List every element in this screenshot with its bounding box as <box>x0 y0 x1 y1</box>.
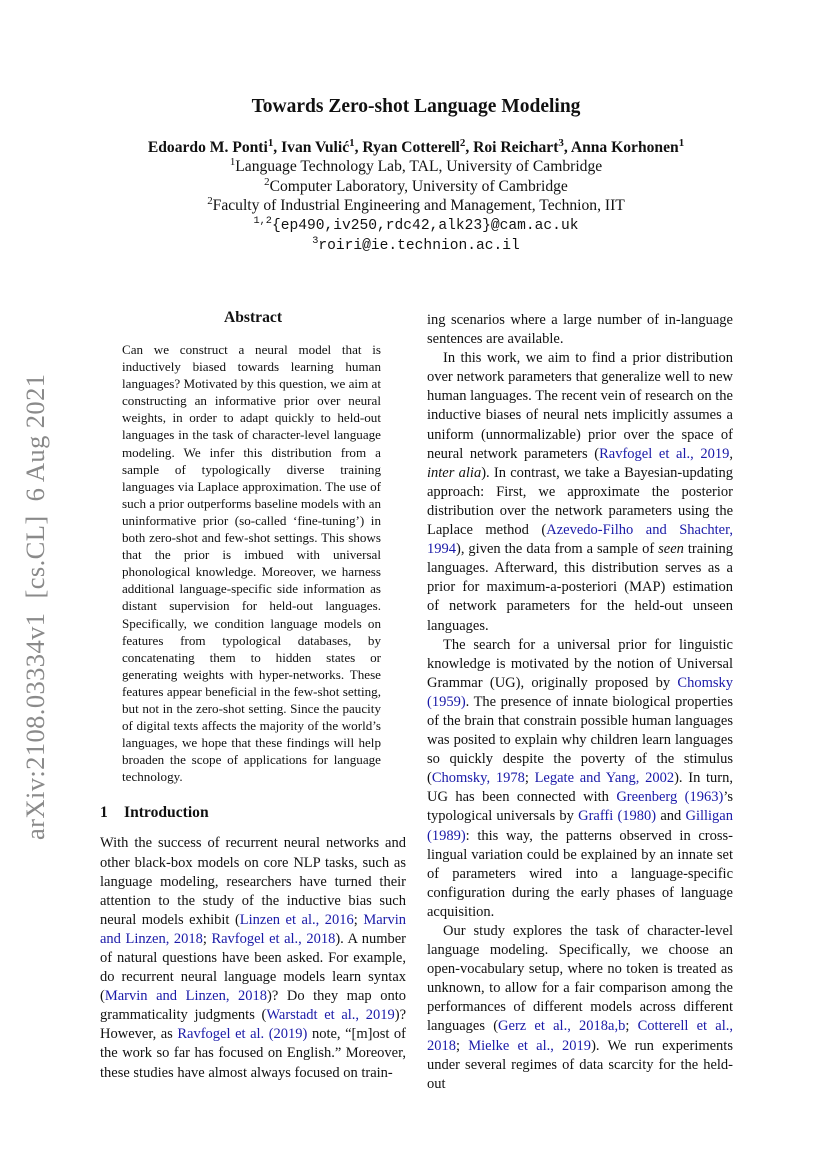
citation-link[interactable]: Legate and Yang, 2002 <box>534 770 675 787</box>
paper-header <box>100 96 732 256</box>
section-heading <box>100 804 406 822</box>
citation-link[interactable]: Mielke et al., 2019 <box>468 1037 592 1054</box>
abstract-text: Can we construct a neural model that is inductively biased towards learning human languages? Motivated by this question, we aim at constructing an informative prior over neural weights, in order to adapt quickly to held-out languages in the task of character-level language modeling. We infer this distribution from a sample of typologically diverse training languages via Laplace approximation. The use of such a prior outperforms baseline models with an uninformative prior (so-called ‘fine-tuning’) in both zero-shot and few-shot settings. This shows that the prior is imbued with universal phonological knowledge. Moreover, we harness additional language-specific side information as distant supervision for held-out languages. Specifically, we condition language models on features from typological databases, by concatenating them to hidden states or generating weights with hyper-networks. These features appear beneficial in the few-shot setting, but not in the zero-shot setting. Since the paucity of digital texts affects the majority of the world’s languages, we hope that these findings will help broaden the scope of applications for language technology. <box>122 342 381 785</box>
affiliation-sup: 2 <box>207 194 213 207</box>
arxiv-identifier-text: arXiv:2108.03334v1 [cs.CL] 6 Aug 2021 <box>20 374 50 840</box>
author-sup: 3 <box>558 136 564 149</box>
email-sup: 1,2 <box>253 214 272 227</box>
italic-term: inter alia <box>427 464 482 481</box>
author-sup: 2 <box>459 136 466 149</box>
intro-paragraph: In this work, we aim to find a prior distribution over network parameters that generalize well to new human languages. The recent vein of research on the inductive biases of neural nets implicitly assumes a uniform (unnormalizable) prior over the space of neural network parameters (Ravfogel et al., 2019, inter alia). In contrast, we take a Bayesian-updating approach: First, we approximate the posterior distribution over the network parameters using the Laplace method (Azevedo-Filho and Shachter, 1994), given the data from a sample of seen training languages. Afterward, this distribution serves as a prior for maximum-a-posteriori (MAP) estimation of network parameters for the held-out unseen languages. <box>427 350 733 634</box>
citation-link[interactable]: Linzen et al., 2016 <box>239 911 354 928</box>
citation-link[interactable]: Ravfogel et al., 2019 <box>599 445 730 462</box>
citation-link[interactable]: Warstadt et al., 2019 <box>266 1007 395 1024</box>
citation-link[interactable]: Gerz et al., 2018a,b <box>498 1018 626 1035</box>
intro-paragraph: Our study explores the task of character-level language modeling. Specifically, we choose an open-vocabulary setup, where no token is treated as unknown, to allow for a fair comparison among the performances of different models across different languages (Gerz et al., 2018a,b; Cotterell et al., 2018; Mielke et al., 2019). We run experiments under several regimes of data scarcity for the held-out <box>427 923 734 1092</box>
author-name: Edoardo M. Ponti <box>147 139 268 156</box>
citation-link[interactable]: Ravfogel et al., 2018 <box>211 930 336 947</box>
citation-link[interactable]: Cotterell et al., 2018 <box>427 1018 734 1054</box>
affiliation-sup: 1 <box>229 155 236 168</box>
intro-paragraph: The search for a universal prior for linguistic knowledge is motivated by the notion of Universal Grammar (UG), originally proposed by Chomsky (1959). The presence of innate biological properties of the brain that constrain possible human languages was posited to explain why children learn languages so quickly despite the poverty of the stimulus (Chomsky, 1978; Legate and Yang, 2002). In turn, UG has been connected with Greenberg (1963)’s typological universals by Graffi (1980) and Gilligan (1989): this way, the patterns observed in cross-lingual variation could be explained by an innate set of parameters wired into a language-specific configuration during the early phases of language acquisition. <box>427 636 734 920</box>
email-sup: 3 <box>312 234 319 247</box>
affiliation-text: Language Technology Lab, TAL, University of Cambridge <box>235 158 603 175</box>
citation-link[interactable]: Graffi (1980) <box>578 808 657 825</box>
right-column <box>427 311 733 1094</box>
author-sup: 1 <box>678 136 685 149</box>
paper-title: Towards Zero-shot Language Modeling <box>251 96 581 117</box>
affiliation-text: Faculty of Industrial Engineering and Management, Technion, IIT <box>212 197 625 214</box>
section-title: Introduction <box>124 804 209 822</box>
section-number: 1 <box>100 804 108 822</box>
citation-link[interactable]: Azevedo-Filho and Shachter, 1994 <box>427 522 733 558</box>
citation-link[interactable]: Marvin and Linzen, 2018 <box>104 988 268 1005</box>
author-list: Edoardo M. Ponti$^1$, Ivan Vulić$^1$, Ryan Cotterell$^2$, Roi Reichart$^3$, Anna Korhonen$^1$ <box>147 136 685 156</box>
affiliation <box>100 196 732 216</box>
author-name: Roi Reichart <box>473 139 559 156</box>
affiliation <box>100 177 732 197</box>
email-text: roiri@ie.technion.ac.il <box>318 237 520 254</box>
affiliation <box>100 157 732 177</box>
left-column <box>100 309 406 1083</box>
citation-link[interactable]: Chomsky, 1978 <box>431 770 525 787</box>
author-sup: 1 <box>267 136 274 149</box>
arxiv-identifier <box>10 370 56 840</box>
affiliation-sup: 2 <box>264 175 270 188</box>
email-text: {ep490,iv250,rdc42,alk23}@cam.ac.uk <box>271 217 579 234</box>
italic-term: seen <box>658 541 684 558</box>
citation-link[interactable]: Marvin and Linzen, 2018 <box>100 911 407 947</box>
citation-link[interactable]: Chomsky (1959) <box>427 674 733 710</box>
author-name: Ryan Cotterell <box>362 139 460 156</box>
abstract-heading: Abstract <box>223 309 283 326</box>
author-name: Ivan Vulić <box>281 139 350 156</box>
citation-link[interactable]: Ravfogel et al. (2019) <box>177 1026 308 1043</box>
email-line <box>100 236 732 256</box>
intro-paragraph: With the success of recurrent neural networks and other black-box models on core NLP tasks, such as language modeling, researchers have turned their attention to the study of the inductive bias such neural models exhibit (Linzen et al., 2016; Marvin and Linzen, 2018; Ravfogel et al., 2018). A number of natural questions have been asked. For example, do recurrent neural language models learn syntax (Marvin and Linzen, 2018)? Do they map onto grammaticality judgments (Warstadt et al., 2019)? However, as Ravfogel et al. (2019) note, “[m]ost of the work so far has focused on English.” Moreover, these studies have almost always focused on train- <box>100 835 407 1081</box>
citation-link[interactable]: Gilligan (1989) <box>427 808 733 844</box>
intro-paragraph-continued: ing scenarios where a large number of in-language sentences are available. <box>427 312 733 348</box>
email-line <box>100 216 732 236</box>
citation-link[interactable]: Greenberg (1963) <box>616 789 724 806</box>
affiliation-text: Computer Laboratory, University of Cambridge <box>269 177 568 195</box>
author-sup: 1 <box>349 136 355 149</box>
author-name: Anna Korhonen <box>570 139 679 156</box>
